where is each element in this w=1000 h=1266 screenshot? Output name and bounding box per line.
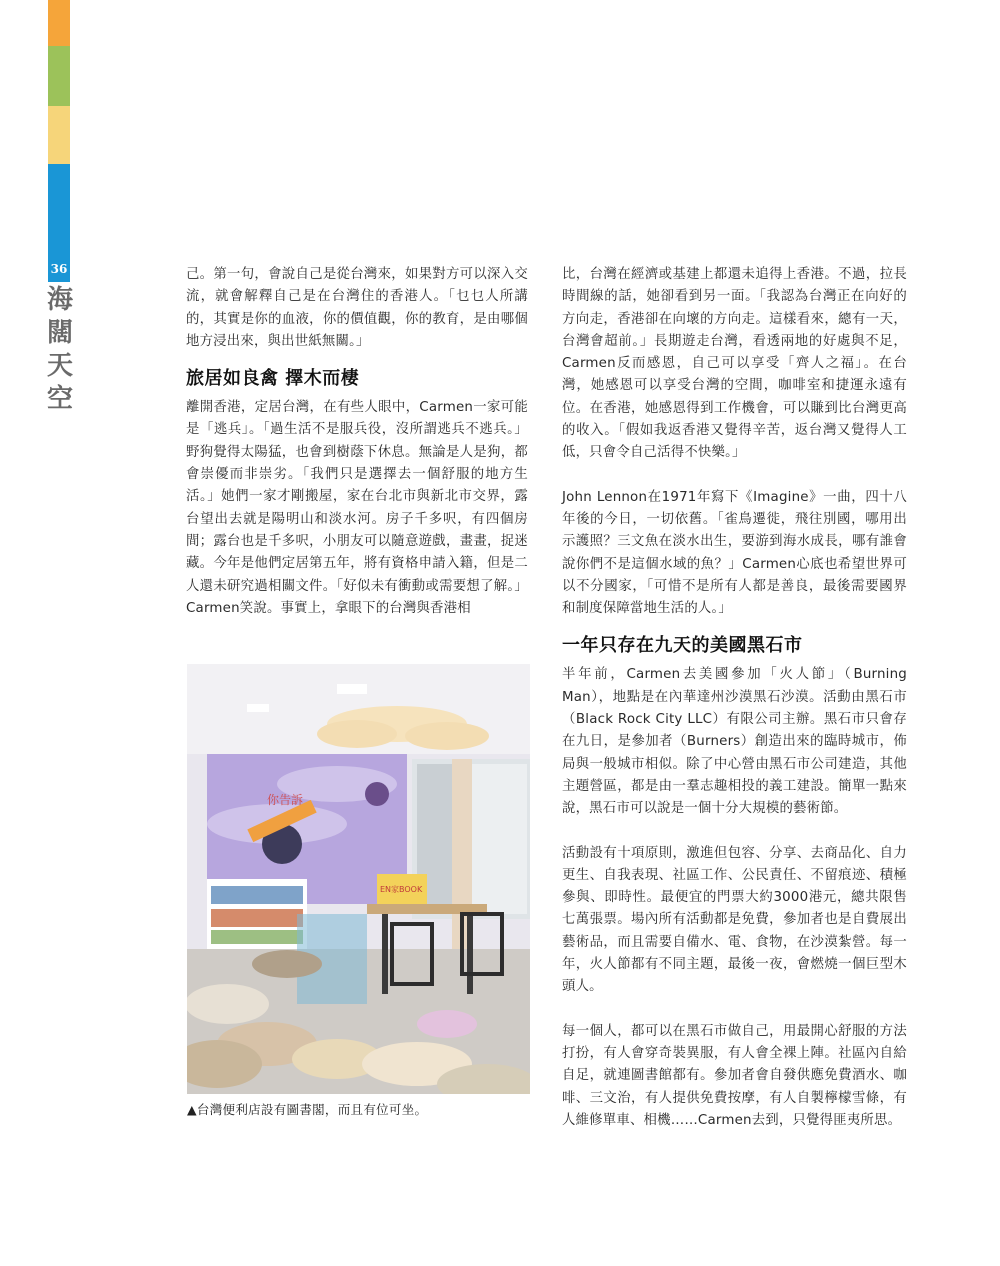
color-tab-green	[48, 46, 70, 106]
column-title-char: 空	[47, 384, 74, 414]
section-heading: 旅居如良禽 擇木而棲	[186, 368, 360, 390]
column-title-char: 闊	[47, 318, 74, 348]
column-title-char: 海	[47, 285, 74, 315]
body-paragraph: 比，台灣在經濟或基建上都還未追得上香港。不過，拉長時間線的話，她卻看到另一面。「我認為台灣正在向好的方向走，香港卻在向壞的方向走。這樣看來，總有一天，台灣會超前。」長期遊走台灣，看透兩地的好處與不足，Carmen反而感恩，自己可以享受「齊人之福」。在台灣，她感恩可以享受台灣的空間，咖啡室和捷運永遠有位。在香港，她感恩得到工作機會，可以賺到比台灣更高的收入。「假如我返香港又覺得辛苦，返台灣又覺得人工低，只會令自己活得不快樂。」	[562, 267, 907, 461]
body-paragraph: John Lennon在1971年寫下《Imagine》一曲，四十八年後的今日，一切依舊。「雀鳥遷徙，飛往別國，哪用出示護照？三文魚在淡水出生，要游到海水成長，哪有誰會說你們不是這個水域的魚？」Carmen心底也希望世界可以不分國家，「可惜不是所有人都是善良，最後需要國界和制度保障當地生活的人。」	[562, 489, 907, 617]
color-tab-yellow	[48, 106, 70, 164]
mural-sign-text: 你告訴	[267, 793, 304, 807]
body-paragraph: 半年前，Carmen去美國參加「火人節」（Burning Man），地點是在內華達州沙漠黑石沙漠。活動由黑石市（Black Rock City LLC）有限公司主辦。黑石市只會存在九日，是參加者（Burners）創造出來的臨時城市，佈局與一般城市相似。除了中心營由黑石市公司建造，其他主題營區，都是由一羣志趣相投的義工建設。簡單一點來說，黑石市可以說是一個十分大規模的藝術節。	[562, 667, 907, 817]
body-paragraph: 每一個人，都可以在黑石市做自己，用最開心舒服的方法打扮，有人會穿奇裝異服，有人會全裸上陣。社區內自給自足，就連圖書館都有。參加者會自發供應免費酒水、咖啡、三文治，有人提供免費按摩，有人自製檸檬雪條，有人維修單車、相機……Carmen去到，只覺得匪夷所思。	[562, 1023, 907, 1128]
page-number: 36	[50, 262, 68, 276]
left-column	[186, 264, 528, 620]
right-column	[562, 264, 907, 1132]
color-tab-orange	[48, 0, 70, 46]
banner-text: EN家BOOK	[380, 885, 423, 894]
section-heading: 一年只存在九天的美國黑石市	[562, 635, 803, 657]
body-paragraph: 活動設有十項原則，激進但包容、分享、去商品化、自力更生、自我表現、社區工作、公民責任、不留痕迹、積極參與、即時性。最便宜的門票大約3000港元，總共限售七萬張票。場內所有活動都是免費，參加者也是自費展出藝術品，而且需要自備水、電、食物，在沙漠紮營。每一年，火人節都有不同主題，最後一夜，會燃燒一個巨型木頭人。	[562, 845, 907, 995]
convenience-store-photo	[187, 664, 530, 1094]
intro-paragraph: 己。第一句，會說自己是從台灣來，如果對方可以深入交流，就會解釋自己是在台灣住的香港人。「乜乜人所講的，其實是你的血液，你的價值觀，你的教育，是由哪個地方浸出來，與出世紙無關。」	[186, 267, 528, 349]
photo-caption: ▲台灣便利店設有圖書閣，而且有位可坐。	[187, 1102, 428, 1117]
column-title	[47, 284, 73, 416]
body-paragraph: 離開香港，定居台灣，在有些人眼中，Carmen一家可能是「逃兵」。「過生活不是服兵役，沒所謂逃兵不逃兵。」野狗覺得太陽猛，也會到樹蔭下休息。無論是人是狗，都會崇優而非崇劣。「我們只是選擇去一個舒服的地方生活。」她們一家才剛搬屋，家在台北市與新北市交界，露台望出去就是陽明山和淡水河。房子千多呎，有四個房間；露台也是千多呎，小朋友可以隨意遊戲，畫畫，捉迷藏。今年是他們定居第五年，將有資格申請入籍，但是二人還未研究過相關文件。「好似未有衝動或需要想了解。」Carmen笑說。事實上，拿眼下的台灣與香港相	[186, 400, 528, 616]
column-title-char: 天	[47, 351, 74, 381]
